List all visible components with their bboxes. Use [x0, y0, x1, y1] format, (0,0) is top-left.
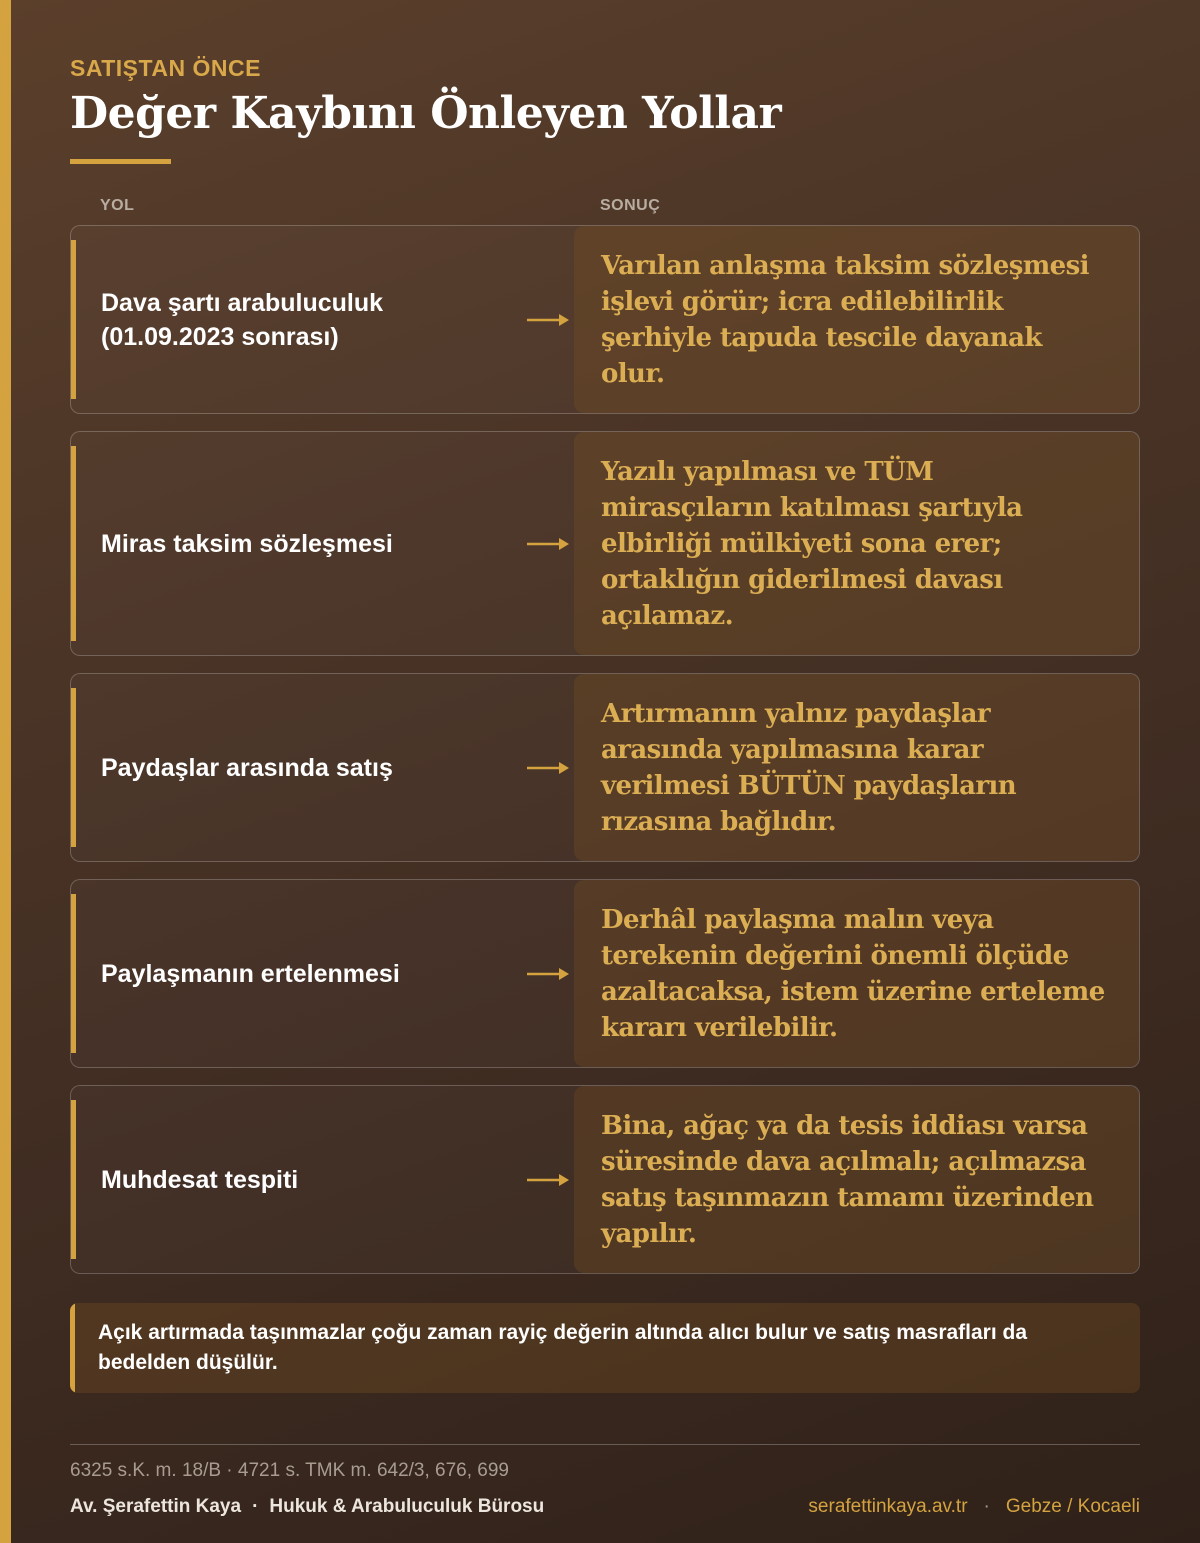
author-name: Av. Şerafettin Kaya — [70, 1496, 242, 1517]
path-text: Paylaşmanın ertelenmesi — [101, 959, 400, 988]
path-row — [70, 879, 1140, 1068]
result-box — [574, 880, 1139, 1067]
result-text: Derhâl paylaşma malın veya terekenin değerini önemli ölçüde azaltacaksa, istem üzerine erteleme kararı verilebilir. — [601, 904, 1105, 1043]
warning-note — [70, 1303, 1140, 1393]
result-box — [574, 432, 1139, 655]
result-text: Bina, ağaç ya da tesis iddiası varsa süresinde dava açılmalı; açılmazsa satış taşınmazın tamamı üzerinden yapılır. — [601, 1110, 1094, 1249]
result-box — [574, 1086, 1139, 1273]
row-accent-bar — [71, 1100, 76, 1259]
result-text: Artırmanın yalnız paydaşlar arasında yapılmasına karar verilmesi BÜTÜN paydaşların rızasına bağlıdır. — [601, 698, 1017, 837]
column-header-result: SONUÇ — [600, 197, 661, 214]
row-accent-bar — [71, 894, 76, 1053]
path-text: Muhdesat tespiti — [101, 1165, 299, 1194]
path-text: Paydaşlar arasında satış — [101, 753, 393, 782]
footer-divider — [70, 1444, 1140, 1445]
legal-references: 6325 s.K. m. 18/B · 4721 s. TMK m. 642/3, 676, 699 — [70, 1460, 510, 1481]
path-row — [70, 225, 1140, 414]
path-row — [70, 1085, 1140, 1274]
arrow-right-icon — [526, 967, 570, 981]
result-box — [574, 674, 1139, 861]
arrow-right-icon — [526, 313, 570, 327]
result-text: Yazılı yapılması ve TÜM mirasçıların katılması şartıyla elbirliği mülkiyeti sona erer; ortaklığın giderilmesi davası açılamaz. — [601, 456, 1023, 631]
firm-name: Hukuk & Arabuluculuk Bürosu — [269, 1496, 545, 1517]
website-link[interactable]: serafettinkaya.av.tr — [808, 1496, 968, 1517]
title-underline — [70, 159, 171, 164]
column-header-path: YOL — [100, 197, 135, 214]
result-text: Varılan anlaşma taksim sözleşmesi işlevi görür; icra edilebilirlik şerhiyle tapuda tescile dayanak olur. — [601, 250, 1089, 389]
footer-author-line — [70, 1496, 544, 1518]
path-row — [70, 673, 1140, 862]
note-accent-bar — [70, 1303, 75, 1393]
path-text: Miras taksim sözleşmesi — [101, 529, 393, 558]
arrow-right-icon — [526, 761, 570, 775]
path-text: Dava şartı arabuluculuk (01.09.2023 sonrası) — [101, 288, 384, 351]
page-title: Değer Kaybını Önleyen Yollar — [70, 88, 782, 139]
location-text: Gebze / Kocaeli — [1005, 1496, 1140, 1517]
eyebrow-label: SATIŞTAN ÖNCE — [70, 55, 261, 81]
footer-contact-line — [808, 1496, 1140, 1518]
left-accent-bar — [0, 0, 11, 1543]
row-accent-bar — [71, 240, 76, 399]
path-row — [70, 431, 1140, 656]
arrow-right-icon — [526, 1173, 570, 1187]
row-accent-bar — [71, 446, 76, 641]
row-accent-bar — [71, 688, 76, 847]
note-text: Açık artırmada taşınmazlar çoğu zaman rayiç değerin altında alıcı bulur ve satış masrafları da bedelden düşülür. — [98, 1321, 1028, 1374]
result-box — [574, 226, 1139, 413]
arrow-right-icon — [526, 537, 570, 551]
footer-separator: · — [983, 1496, 990, 1517]
footer-separator: · — [252, 1496, 259, 1517]
